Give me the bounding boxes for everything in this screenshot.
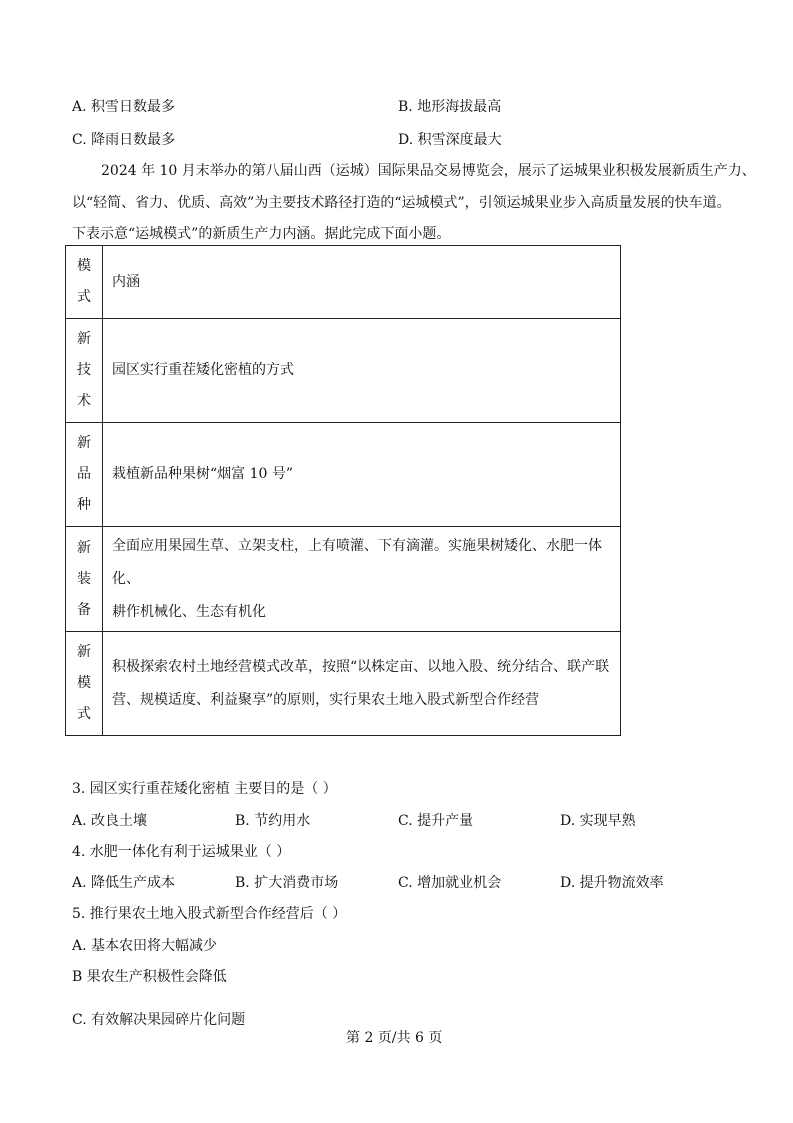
table-row	[66, 527, 621, 632]
table-header-row	[66, 246, 621, 319]
table-row-value: 园区实行重茬矮化密植的方式	[103, 319, 621, 423]
table-row-key: 新 模 式	[66, 632, 103, 736]
table-row-key: 新 技 术	[66, 319, 103, 423]
model-table	[65, 245, 621, 736]
q2-option-b: B. 地形海拔最高	[398, 99, 502, 115]
passage-line-3: 下表示意“运城模式”的新质生产力内涵。据此完成下面小题。	[72, 226, 451, 242]
table-row-value: 栽植新品种果树“烟富 10 号”	[103, 423, 621, 527]
q4-option-c: C. 增加就业机会	[398, 875, 502, 891]
q5-option-c: C. 有效解决果园碎片化问题	[72, 1012, 246, 1028]
table-row-key: 新 品 种	[66, 423, 103, 527]
table-row	[66, 632, 621, 736]
q4-stem: 4. 水肥一体化有利于运城果业（ ）	[72, 844, 291, 860]
q2-option-a: A. 积雪日数最多	[72, 99, 176, 115]
q4-option-a: A. 降低生产成本	[72, 875, 176, 891]
page-footer: 第 2 页/共 6 页	[346, 1030, 443, 1046]
q3-stem: 3. 园区实行重茬矮化密植 主要目的是（ ）	[72, 781, 337, 797]
q3-option-c: C. 提升产量	[398, 813, 474, 829]
table-header-key: 模 式	[66, 246, 103, 319]
q4-option-d: D. 提升物流效率	[560, 875, 664, 891]
q5-stem: 5. 推行果农土地入股式新型合作经营后（ ）	[72, 906, 347, 922]
table-header-value: 内涵	[103, 246, 621, 319]
table-row-key: 新 装 备	[66, 527, 103, 632]
q5-option-a: A. 基本农田将大幅减少	[72, 938, 218, 954]
table-row-value: 积极探索农村土地经营模式改革，按照“以株定亩、以地入股、统分结合、联产联 营、规模适度、利益聚享”的原则，实行果农土地入股式新型合作经营	[103, 632, 621, 736]
table-row	[66, 319, 621, 423]
q3-option-d: D. 实现早熟	[560, 813, 636, 829]
q3-option-a: A. 改良土壤	[72, 813, 148, 829]
passage-line-1: 2024 年 10 月末举办的第八届山西（运城）国际果品交易博览会，展示了运城果业积极发展新质生产力、	[101, 163, 756, 179]
q5-option-b: B 果农生产积极性会降低	[72, 969, 227, 985]
passage-line-2: 以“轻简、省力、优质、高效”为主要技术路径打造的“运城模式”，引领运城果业步入高质量发展的快车道。	[72, 195, 731, 211]
q4-option-b: B. 扩大消费市场	[235, 875, 339, 891]
table-row-value: 全面应用果园生草、立架支柱，上有喷灌、下有滴灌。实施果树矮化、水肥一体化、 耕作机械化、生态有机化	[103, 527, 621, 632]
q2-option-c: C. 降雨日数最多	[72, 132, 176, 148]
q3-option-b: B. 节约用水	[235, 813, 311, 829]
q2-option-d: D. 积雪深度最大	[398, 132, 502, 148]
table-row	[66, 423, 621, 527]
